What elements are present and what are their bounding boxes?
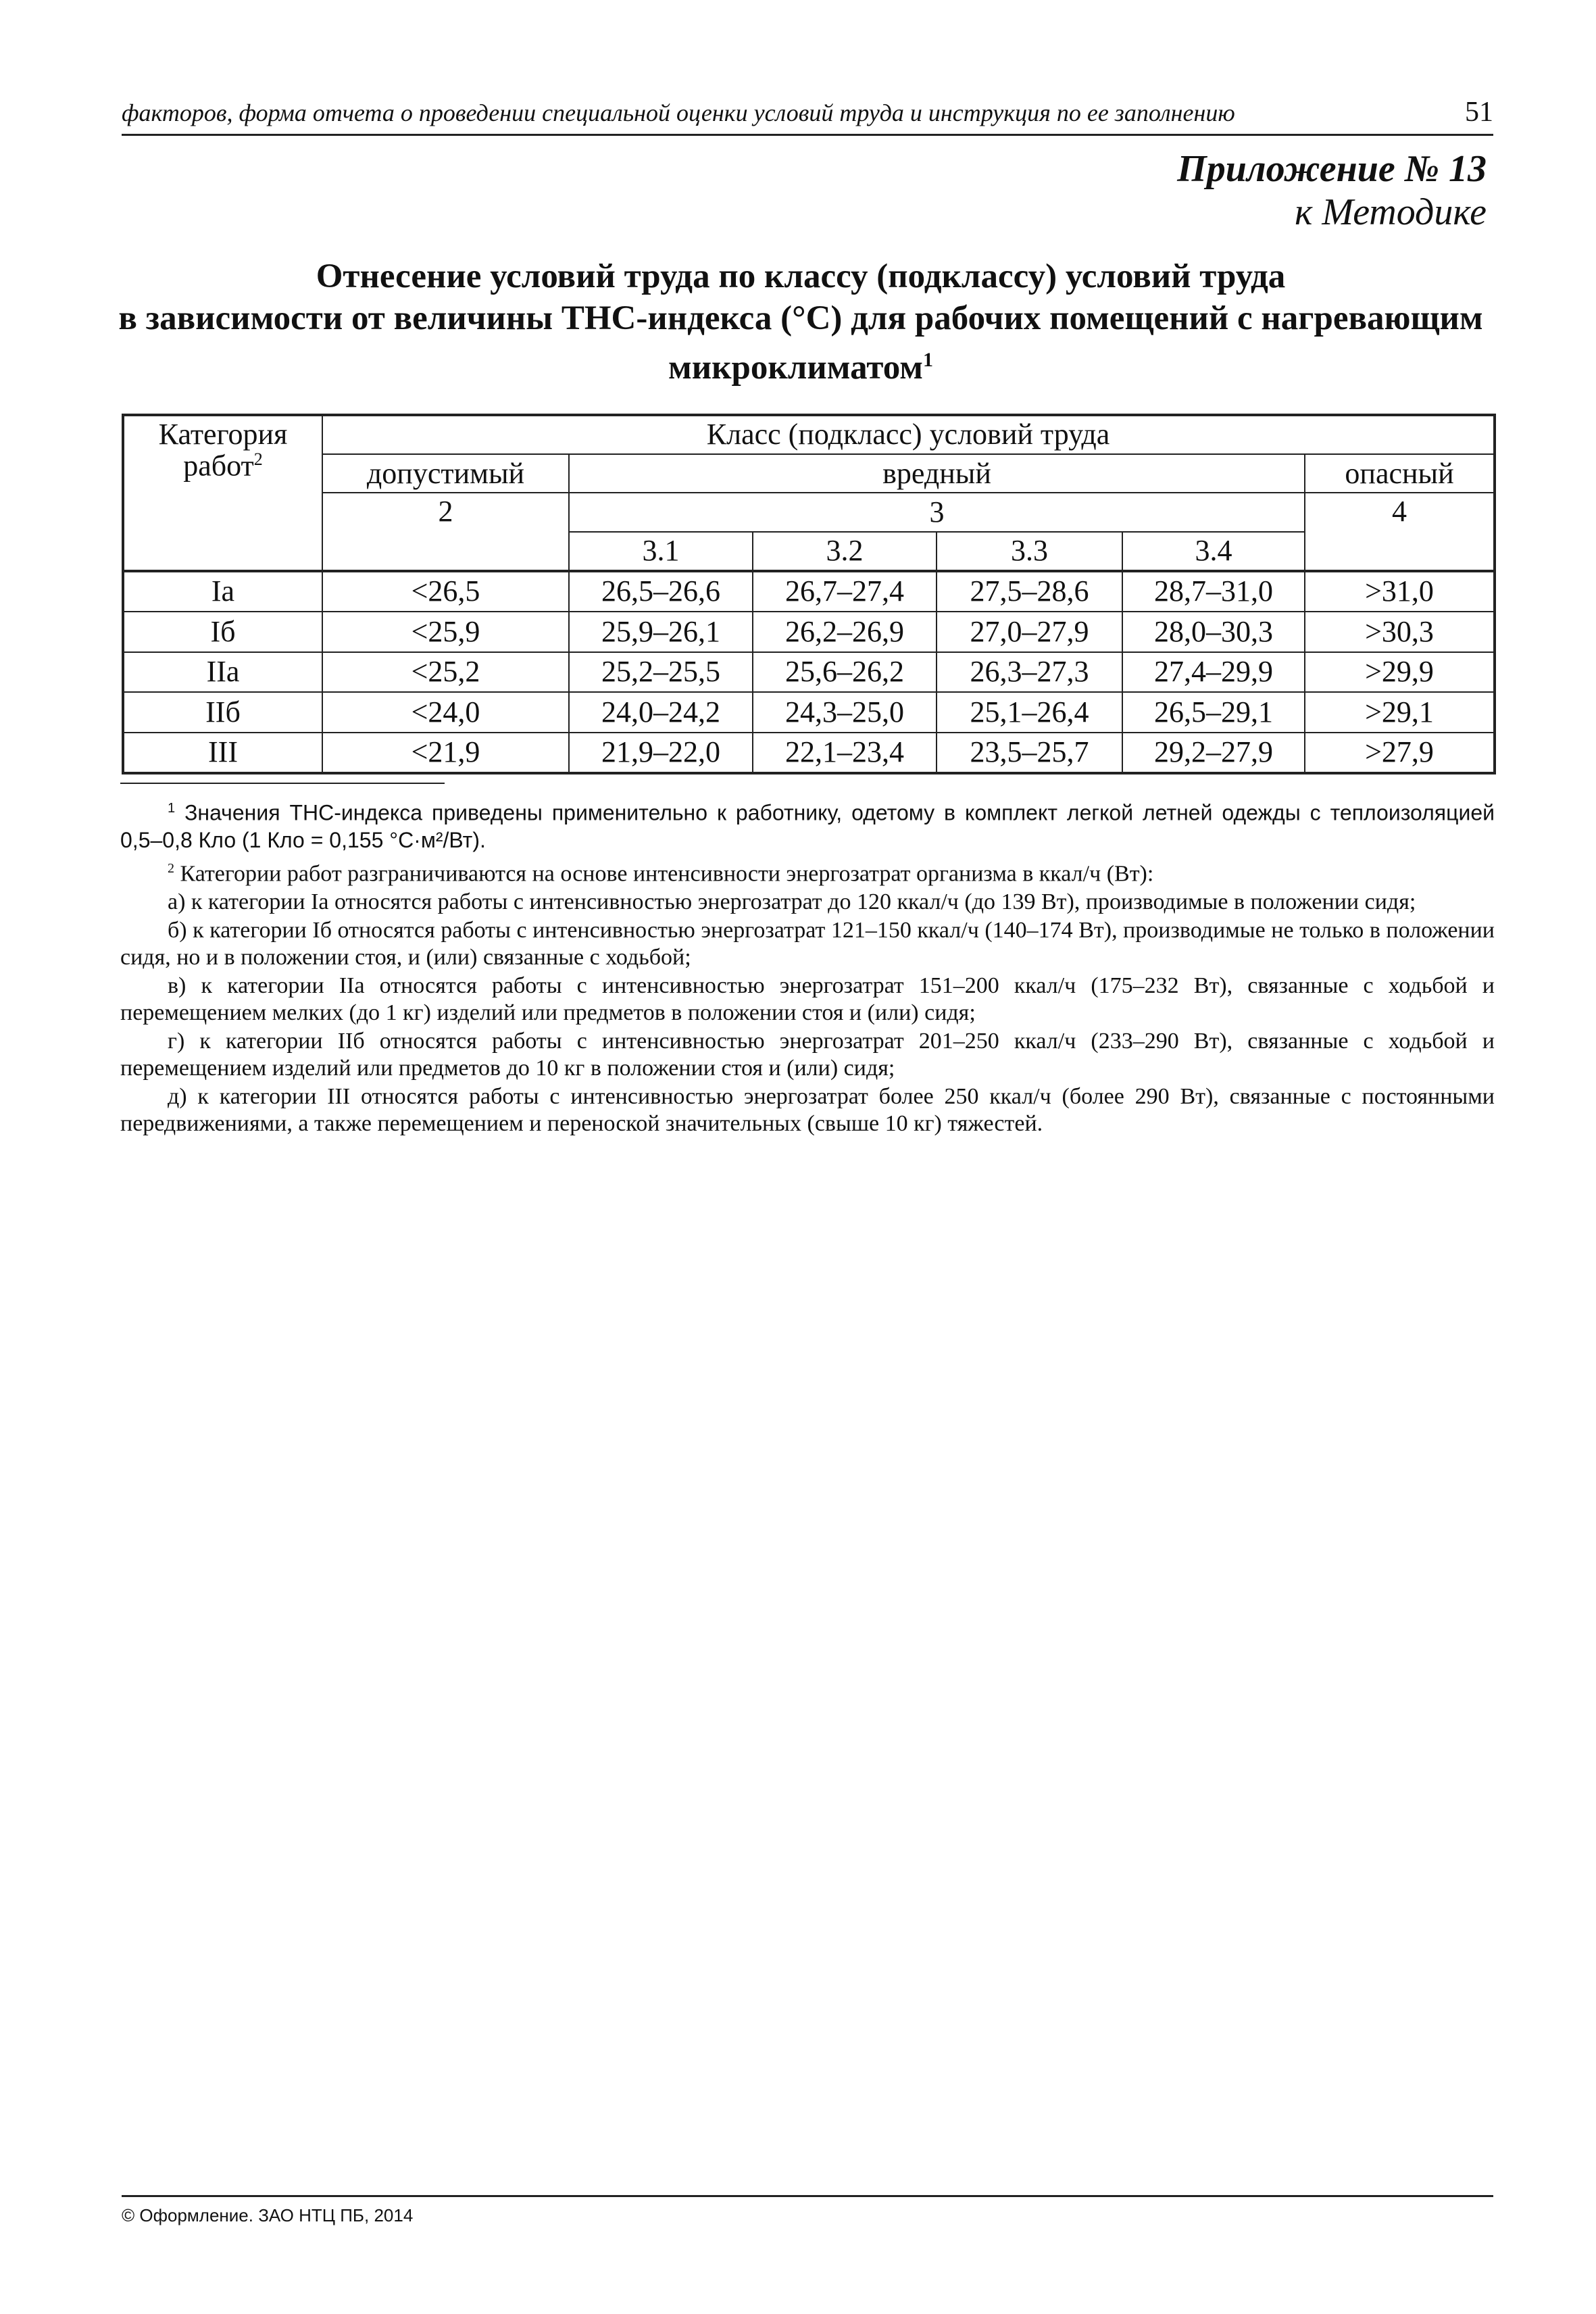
footnote-2 (120, 855, 1495, 887)
title-line-2: в зависимости от величины ТНС-индекса (°С) для рабочих помещений с нагревающим (118, 299, 1483, 337)
header-row-3 (123, 493, 1495, 532)
cell-class-2: <24,0 (322, 692, 569, 733)
cell-class-4: >29,9 (1305, 652, 1495, 693)
class-harmful: 3 (569, 493, 1305, 532)
cell-class-3-4: 26,5–29,1 (1122, 692, 1305, 733)
cell-class-2: <25,9 (322, 612, 569, 652)
subclass-3-3: 3.3 (937, 532, 1122, 571)
cell-class-3-2: 25,6–26,2 (753, 652, 937, 693)
footnote-item-b: б) к категории Iб относятся работы с интенсивностью энергозатрат 121–150 ккал/ч (140–174 Вт), производимые не только в положении сидя, но и в положении стоя, и (или) связанные с ходьбой; (120, 917, 1495, 970)
category-header-text: Категория работ (158, 418, 288, 483)
header-row-1 (123, 415, 1495, 454)
page-footer (122, 2195, 1493, 2226)
class-allowed: 2 (322, 493, 569, 570)
cell-class-3-2: 22,1–23,4 (753, 733, 937, 773)
cell-class-3-3: 26,3–27,3 (937, 652, 1122, 693)
footnote-1-text: Значения ТНС-индекса приведены применительно к работнику, одетому в комплект легкой летней одежды с теплоизоляцией 0,5–0,8 Кло (1 Кло = 0,155 °С·м²/Вт). (120, 800, 1495, 852)
cell-class-2: <25,2 (322, 652, 569, 693)
page-number: 51 (1465, 97, 1493, 128)
class-dangerous: 4 (1305, 493, 1495, 570)
cell-class-4: >27,9 (1305, 733, 1495, 773)
cell-class-3-4: 27,4–29,9 (1122, 652, 1305, 693)
footnote-item-c: в) к категории IIа относятся работы с интенсивностью энергозатрат 151–200 ккал/ч (175–232 Вт), связанные с ходьбой и перемещением мелких (до 1 кг) изделий или предметов в положении стоя и (или) сидя; (120, 973, 1495, 1025)
footnote-item-d: г) к категории IIб относятся работы с интенсивностью энергозатрат 201–250 ккал/ч (233–290 Вт), связанные с ходьбой и перемещением изделий или предметов до 10 кг в положении стоя и (или) сидя; (120, 1028, 1495, 1081)
title-line-3 (108, 339, 1493, 389)
category-header (123, 415, 322, 571)
row-category: Iа (123, 571, 322, 612)
row-category: IIа (123, 652, 322, 693)
group-allowed: допустимый (322, 454, 569, 493)
title-line-3-text: микроклиматом (668, 349, 923, 387)
footnote-ref-1: 1 (922, 349, 933, 371)
footnote-1-mark: 1 (168, 801, 176, 816)
title-line-1: Отнесение условий труда по классу (подклассу) условий труда (316, 257, 1286, 295)
appendix-reference: к Методике (1295, 191, 1487, 233)
cell-class-3-4: 28,7–31,0 (1122, 571, 1305, 612)
table-row (123, 733, 1495, 773)
running-title: факторов, форма отчета о проведении специальной оценки условий труда и инструкция по ее заполнению (122, 99, 1235, 126)
table-row (123, 612, 1495, 652)
cell-class-2: <21,9 (322, 733, 569, 773)
header-row-2 (123, 454, 1495, 493)
table-row (123, 692, 1495, 733)
footnote-item-a: а) к категории Iа относятся работы с интенсивностью энергозатрат до 120 ккал/ч (до 139 Вт), производимые в положении сидя; (168, 889, 1416, 914)
cell-class-4: >31,0 (1305, 571, 1495, 612)
footnote-1 (120, 795, 1495, 854)
footnote-item-e: д) к категории III относятся работы с интенсивностью энергозатрат более 250 ккал/ч (более 290 Вт), связанные с постоянными передвижениями, а также перемещением и переноской значительных (свыше 10 кг) тяжестей. (120, 1083, 1495, 1136)
footnotes (120, 783, 1495, 1139)
cell-class-3-3: 23,5–25,7 (937, 733, 1122, 773)
subclass-3-1: 3.1 (569, 532, 753, 571)
cell-class-3-2: 26,7–27,4 (753, 571, 937, 612)
copyright-text: © Оформление. ЗАО НТЦ ПБ, 2014 (122, 2205, 414, 2225)
footnote-divider (120, 783, 445, 784)
appendix-number: Приложение № 13 (1177, 148, 1487, 190)
document-title (108, 255, 1493, 389)
class-header: Класс (подкласс) условий труда (322, 415, 1495, 454)
footnote-2-mark: 2 (168, 860, 174, 876)
cell-class-4: >29,1 (1305, 692, 1495, 733)
appendix-label (1177, 147, 1487, 234)
cell-class-4: >30,3 (1305, 612, 1495, 652)
cell-class-2: <26,5 (322, 571, 569, 612)
running-header (122, 95, 1493, 136)
table-row (123, 652, 1495, 693)
row-category: Iб (123, 612, 322, 652)
cell-class-3-2: 26,2–26,9 (753, 612, 937, 652)
footnote-ref-2: 2 (253, 449, 263, 470)
cell-class-3-4: 28,0–30,3 (1122, 612, 1305, 652)
cell-class-3-3: 27,5–28,6 (937, 571, 1122, 612)
cell-class-3-2: 24,3–25,0 (753, 692, 937, 733)
cell-class-3-1: 25,9–26,1 (569, 612, 753, 652)
cell-class-3-3: 25,1–26,4 (937, 692, 1122, 733)
group-dangerous: опасный (1305, 454, 1495, 493)
cell-class-3-1: 24,0–24,2 (569, 692, 753, 733)
classification-table (122, 414, 1496, 774)
cell-class-3-1: 26,5–26,6 (569, 571, 753, 612)
cell-class-3-4: 29,2–27,9 (1122, 733, 1305, 773)
group-harmful: вредный (569, 454, 1305, 493)
subclass-3-4: 3.4 (1122, 532, 1305, 571)
cell-class-3-1: 21,9–22,0 (569, 733, 753, 773)
subclass-3-2: 3.2 (753, 532, 937, 571)
cell-class-3-3: 27,0–27,9 (937, 612, 1122, 652)
row-category: IIб (123, 692, 322, 733)
row-category: III (123, 733, 322, 773)
cell-class-3-1: 25,2–25,5 (569, 652, 753, 693)
footnote-2-text: Категории работ разграничиваются на основе интенсивности энергозатрат организма в ккал/ч (Вт): (180, 860, 1154, 886)
table-row (123, 571, 1495, 612)
